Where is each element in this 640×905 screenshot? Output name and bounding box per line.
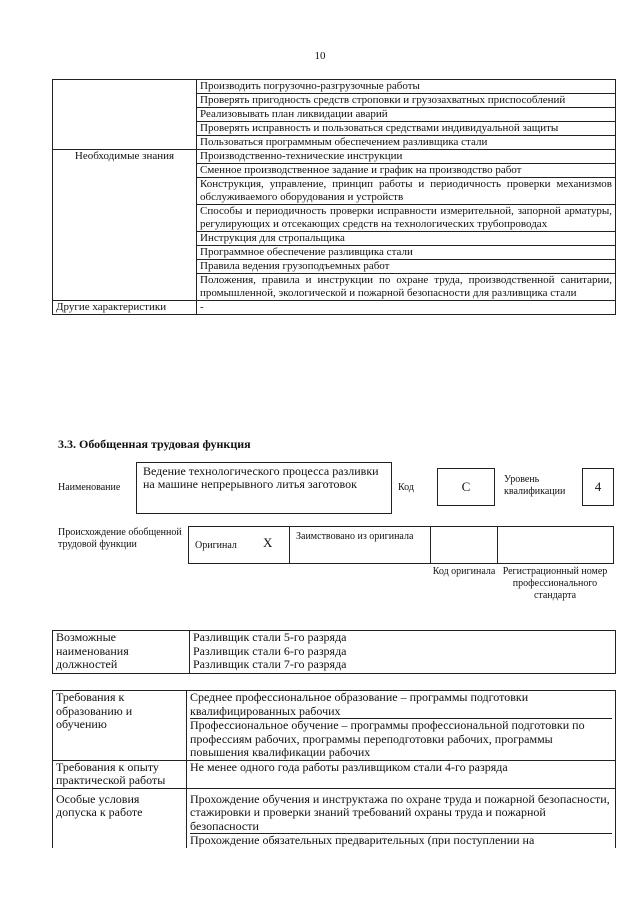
code-label: Код [398,482,414,493]
level-value-box: 4 [582,468,614,506]
knowledge-item: Инструкция для стропальщика [197,232,616,246]
requirements-table [52,690,616,848]
page-number: 10 [314,50,326,62]
empty-label-cell [53,80,197,150]
action-item: Реализовывать план ликвидации аварий [197,108,616,122]
origin-label: Происхождение обобщенной трудовой функции [58,527,182,550]
knowledge-item: Производственно-технические инструкции [197,150,616,164]
original-cell [188,526,290,564]
positions-list [190,631,616,674]
action-item: Пользоваться программным обеспечением разливщика стали [197,136,616,150]
education-label: Требования к образованию и обучению [53,691,187,761]
knowledge-label: Необходимые знания [53,150,197,301]
original-label: Оригинал [195,540,237,551]
other-label: Другие характеристики [53,301,197,315]
reg-number-cell [497,526,614,564]
knowledge-item: Способы и периодичность проверки исправности измерительной, запорной арматуры, регулирующих и отсекающих средств на технологических трубопроводах [197,205,616,232]
positions-table [52,630,616,674]
borrowed-cell: Заимствовано из оригинала [289,526,431,564]
position-item: Разливщик стали 6-го разряда [193,643,347,658]
action-item: Проверять исправность и пользоваться средствами индивидуальной защиты [197,122,616,136]
code-original-cell [430,526,498,564]
original-mark: X [263,535,273,550]
name-label: Наименование [58,482,121,493]
experience-label: Требования к опыту практической работы [53,760,187,788]
knowledge-item: Правила ведения грузоподъемных работ [197,260,616,274]
knowledge-item: Программное обеспечение разливщика стали [197,246,616,260]
conditions-list [187,788,616,848]
code-original-caption: Код оригинала [432,566,496,577]
knowledge-item: Конструкция, управление, принцип работы и периодичность проверки механизмов обслуживаемого оборудования и устройств [197,178,616,205]
education-list [187,691,616,761]
knowledge-item: Сменное производственное задание и график на производство работ [197,164,616,178]
education-item: Профессиональное обучение – программы профессиональной подготовки по профессиям рабочих, программы переподготовки рабочих, программы повышения квалификации рабочих [190,718,585,759]
conditions-label: Особые условия допуска к работе [53,788,187,848]
competency-table [52,79,616,315]
experience-value: Не менее одного года работы разливщиком стали 4-го разряда [187,760,616,788]
action-item: Производить погрузочно-разгрузочные работы [197,80,616,94]
reg-number-caption: Регистрационный номер профессионального стандарта [502,566,608,601]
code-value-box: C [437,468,495,506]
position-item: Разливщик стали 5-го разряда [193,630,347,644]
position-item: Разливщик стали 7-го разряда [193,657,347,671]
positions-label: Возможные наименования должностей [53,631,190,674]
section-heading: 3.3. Обобщенная трудовая функция [58,437,251,451]
knowledge-item: Положения, правила и инструкции по охране труда, производственной санитарии, промышленной, экологической и пожарной безопасности для разливщика стали [197,274,616,301]
other-value: - [197,301,616,315]
condition-item: Прохождение обязательных предварительных (при поступлении на [190,833,535,847]
condition-item: Прохождение обучения и инструктажа по охране труда и пожарной безопасности, стажировки и проверки знаний требований охраны труда и пожарной безопасности [190,793,612,835]
education-item: Среднее профессиональное образование – программы подготовки квалифицированных рабочих [190,691,612,719]
level-label: Уровень квалификации [504,474,566,497]
function-name-box: Ведение технологического процесса разливки на машине непрерывного литья заготовок [136,462,392,514]
action-item: Проверять пригодность средств строповки и грузозахватных приспособлений [197,94,616,108]
